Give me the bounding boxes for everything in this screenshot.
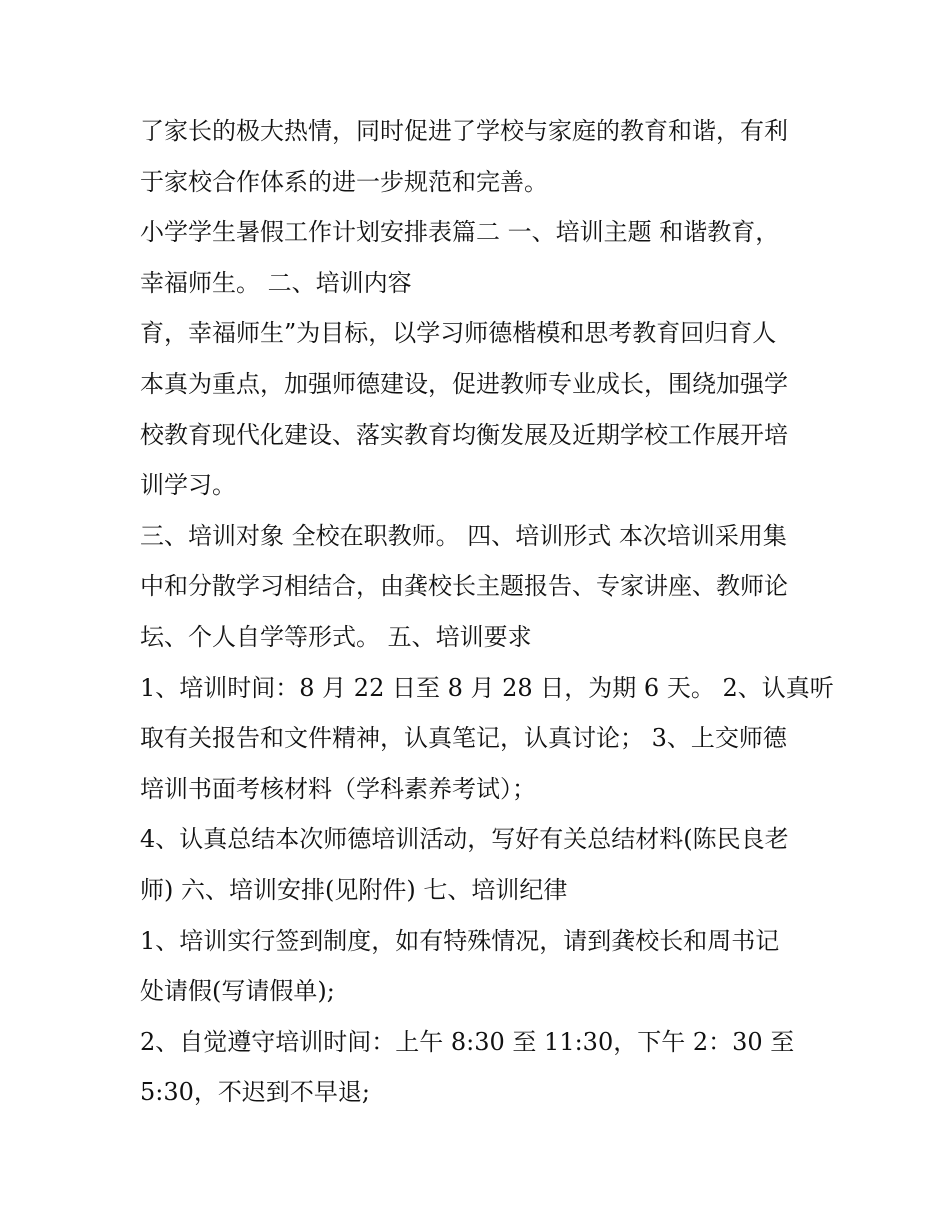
text-line: 2、自觉遵守培训时间：上午 8:30 至 11:30，下午 2：30 至 (140, 1027, 795, 1056)
text-line: 1、培训实行签到制度，如有特殊情况，请到龚校长和周书记 (140, 926, 780, 955)
text-line: 校教育现代化建设、落实教育均衡发展及近期学校工作展开培 (140, 420, 788, 449)
text-line: 4、认真总结本次师德培训活动，写好有关总结材料(陈民良老 (140, 825, 789, 854)
text-line: 育，幸福师生”为目标，以学习师德楷模和思考教育回归育人 (140, 319, 777, 348)
text-line: 1、培训时间：8 月 22 日至 8 月 28 日，为期 6 天。 2、认真听 (140, 673, 834, 702)
document-body (140, 106, 834, 1118)
text-line: 5:30，不迟到不早退; (140, 1078, 370, 1107)
paragraph-2 (140, 207, 830, 308)
text-line: 幸福师生。 二、培训内容 (140, 268, 412, 297)
text-line: 中和分散学习相结合，由龚校长主题报告、专家讲座、教师论 (140, 572, 788, 601)
paragraph-8 (140, 1017, 830, 1118)
text-line: 于家校合作体系的进一步规范和完善。 (140, 167, 548, 196)
text-line: 小学学生暑假工作计划安排表篇二 一、培训主题 和谐教育， (140, 218, 780, 247)
paragraph-5 (140, 663, 834, 815)
text-line: 取有关报告和文件精神，认真笔记，认真讨论； 3、上交师德 (140, 724, 787, 753)
paragraph-7 (140, 916, 830, 1017)
paragraph-1 (140, 106, 830, 207)
text-line: 三、培训对象 全校在职教师。 四、培训形式 本次培训采用集 (140, 521, 787, 550)
text-line: 处请假(写请假单); (140, 977, 335, 1006)
paragraph-4 (140, 511, 830, 663)
text-line: 坛、个人自学等形式。 五、培训要求 (140, 622, 532, 651)
text-line: 培训书面考核材料（学科素养考试）； (140, 774, 536, 803)
paragraph-6 (140, 814, 830, 915)
text-line: 了家长的极大热情，同时促进了学校与家庭的教育和谐，有利 (140, 117, 788, 145)
text-line: 师) 六、培训安排(见附件) 七、培训纪律 (140, 875, 568, 904)
text-line: 本真为重点，加强师德建设，促进教师专业成长，围绕加强学 (140, 369, 788, 398)
text-line: 训学习。 (140, 471, 236, 500)
paragraph-3 (140, 308, 830, 510)
